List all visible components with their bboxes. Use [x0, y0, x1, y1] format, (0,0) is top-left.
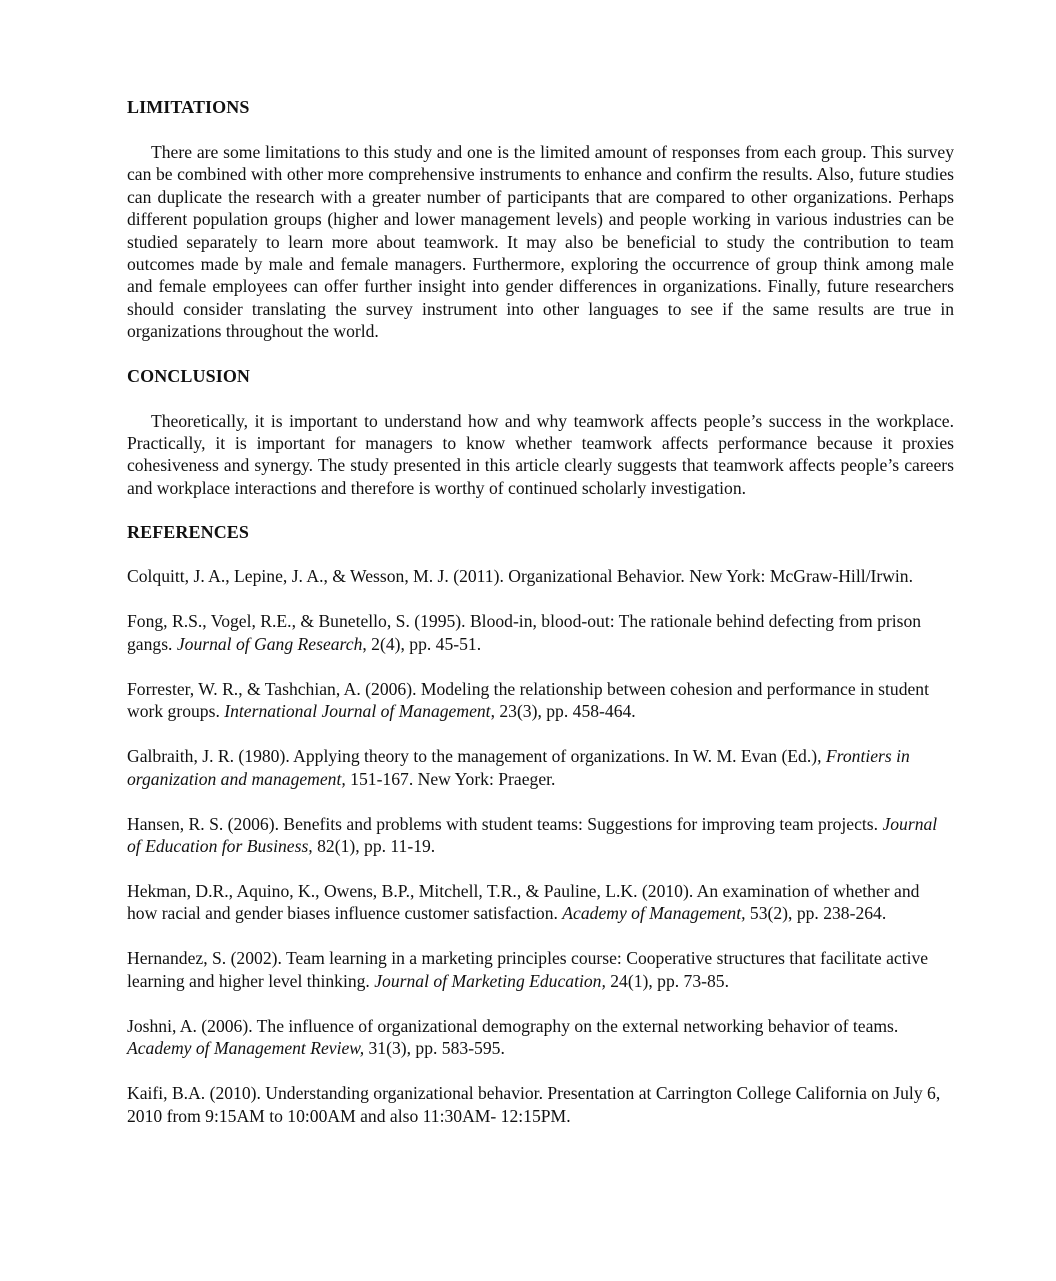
reference-text: Galbraith, J. R. (1980). Applying theory to the management of organizations. In W. M. Evan (Ed.), — [127, 746, 826, 767]
reference-details: , 23(3), pp. 458-464. — [490, 701, 636, 722]
reference-item — [127, 678, 947, 723]
conclusion-heading: CONCLUSION — [127, 365, 251, 386]
reference-source: Academy of Management, — [562, 903, 746, 924]
reference-details: 53(2), pp. 238-264. — [745, 903, 887, 924]
reference-source: Journal of Education for Business, — [127, 813, 938, 856]
references-heading: REFERENCES — [127, 522, 250, 543]
reference-text: Kaifi, B.A. (2010). Understanding organizational behavior. Presentation at Carrington College California on July 6, 2010 from 9:15AM to 10:00AM and also 11:30AM- 12:15PM. — [127, 1083, 941, 1126]
reference-text: Joshni, A. (2006). The influence of organizational demography on the external networking behavior of teams. — [127, 1015, 899, 1036]
reference-source: Journal of Marketing Education, — [374, 970, 606, 991]
reference-item — [127, 1015, 947, 1060]
reference-text: Hansen, R. S. (2006). Benefits and problems with student teams: Suggestions for improving team projects. — [127, 813, 883, 834]
reference-details: 151-167. New York: Praeger. — [345, 768, 556, 789]
reference-item — [127, 565, 947, 587]
reference-text: Fong, R.S., Vogel, R.E., & Bunetello, S. (1995). Blood-in, blood-out: The rationale behind defecting from prison gangs. — [127, 611, 922, 654]
reference-text: Hekman, D.R., Aquino, K., Owens, B.P., Mitchell, T.R., & Pauline, L.K. (2010). An examination of whether and how racial and gender biases influence customer satisfaction. — [127, 880, 920, 924]
reference-text: Colquitt, J. A., Lepine, J. A., & Wesson, M. J. (2011). Organizational Behavior. New York: McGraw-Hill/Irwin. — [127, 566, 913, 587]
reference-source: Frontiers in organization and management, — [127, 746, 910, 789]
reference-item — [127, 745, 947, 790]
limitations-paragraph: There are some limitations to this study and one is the limited amount of responses from each group. This survey can be combined with other more comprehensive instruments to enhance and confirm the results. Also, future studies can duplicate the research with a greater number of participants that are compared to other organizations. Perhaps different population groups (higher and lower management levels) and people working in various industries can be studied separately to learn more about teamwork. It may also be beneficial to study the contribution to team outcomes made by male and female managers. Furthermore, exploring the occurrence of group think among male and female employees can offer further insight into gender differences in organizations. Finally, future researchers should consider translating the survey instrument into other languages to see if the same results are true in organizations throughout the world. — [127, 142, 954, 342]
reference-source: Journal of Gang Research — [176, 633, 363, 654]
reference-list — [127, 565, 954, 1127]
reference-details: 82(1), pp. 11-19. — [312, 835, 436, 856]
document-page — [127, 96, 954, 1150]
reference-details: , 2(4), pp. 45-51. — [362, 633, 482, 654]
reference-source: Academy of Management Review, — [127, 1038, 365, 1059]
reference-text: Hernandez, S. (2002). Team learning in a marketing principles course: Cooperative structures that facilitate active learning and higher level thinking. — [127, 948, 929, 991]
reference-text: Forrester, W. R., & Tashchian, A. (2006). Modeling the relationship between cohesion and performance in student work groups. — [127, 678, 929, 722]
limitations-heading: LIMITATIONS — [127, 97, 250, 117]
reference-details: 24(1), pp. 73-85. — [605, 970, 729, 991]
reference-item — [127, 880, 947, 925]
reference-details: 31(3), pp. 583-595. — [364, 1038, 505, 1059]
reference-item — [127, 1082, 947, 1127]
reference-source: International Journal of Management — [224, 701, 491, 722]
reference-item — [127, 947, 947, 992]
reference-item — [127, 610, 947, 655]
conclusion-paragraph: Theoretically, it is important to understand how and why teamwork affects people’s success in the workplace. Practically, it is important for managers to know whether teamwork affects performance because it proxies cohesiveness and synergy. The study presented in this article clearly suggests that teamwork affects people’s careers and workplace interactions and therefore is worthy of continued scholarly investigation. — [127, 410, 954, 498]
reference-item — [127, 813, 947, 858]
